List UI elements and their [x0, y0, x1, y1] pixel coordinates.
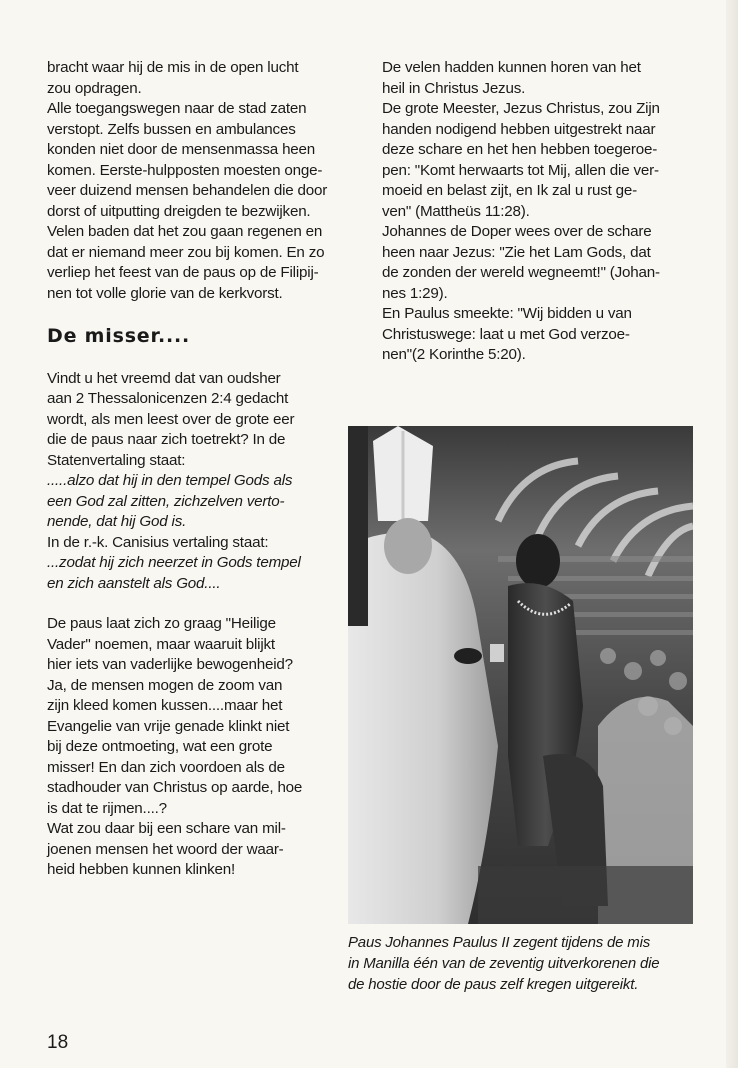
text-line: verstopt. Zelfs bussen en ambulances: [47, 120, 296, 138]
photo-caption: [348, 932, 698, 995]
text-line: Paus Johannes Paulus II zegent tijdens de mis: [348, 934, 651, 951]
text-line: en zich aanstelt als God....: [47, 574, 221, 592]
statenvertaling-quote: [47, 471, 357, 533]
text-line: nes 1:29).: [382, 284, 448, 302]
text-line: stadhouder van Christus op aarde, hoe: [47, 779, 303, 796]
text-line: Vader" noemen, maar waaruit blijkt: [47, 635, 275, 653]
text-line: hier iets van vaderlijke bewogenheid?: [47, 656, 293, 673]
text-line: in Manilla één van de zeventig uitverkorenen die: [348, 955, 660, 972]
heil-paragraph: [382, 58, 694, 99]
text-line: nen tot volle glorie van de kerkvorst.: [47, 284, 283, 302]
text-line: Statenvertaling staat:: [47, 451, 186, 469]
text-line: Velen baden dat het zou gaan regenen en: [47, 223, 323, 240]
text-line: heid hebben kunnen klinken!: [47, 861, 235, 878]
text-line: komen. Eerste-hulpposten moesten onge-: [47, 161, 323, 179]
text-line: zijn kleed komen kussen....maar het: [47, 697, 283, 714]
paragraph-gap: [47, 594, 357, 614]
text-line: moeid en belast zijt, en Ik zal u rust ge-: [382, 182, 637, 199]
section-heading: De misser....: [47, 325, 191, 347]
paus-paragraph: [47, 614, 357, 881]
johannes-paragraph: [382, 222, 694, 304]
text-line: Ja, de mensen mogen de zoom van: [47, 676, 283, 694]
text-line: ven" (Mattheüs 11:28).: [382, 202, 530, 220]
text-line: dat er niemand meer zou bij komen. En zo: [47, 243, 325, 261]
page-number: 18: [47, 1032, 69, 1053]
text-line: de hostie door de paus zelf kregen uitgereikt.: [348, 976, 639, 993]
text-line: die de paus naar zich toetrekt? In de: [47, 431, 286, 448]
text-line: wordt, als men leest over de grote eer: [47, 410, 295, 428]
text-line: .....alzo dat hij in den tempel Gods als: [47, 472, 293, 489]
text-line: verliep het feest van de paus op de Filipij-: [47, 264, 319, 281]
left-column: [47, 58, 357, 881]
text-line: bracht waar hij de mis in de open lucht: [47, 59, 299, 76]
text-line: een God zal zitten, zichzelven verto-: [47, 492, 285, 510]
text-line: joenen mensen het woord der waar-: [47, 840, 284, 858]
text-line: zou opdragen.: [47, 79, 142, 97]
text-line: deze schare en het hen hebben toegeroe-: [382, 141, 658, 158]
text-line: Alle toegangswegen naar de stad zaten: [47, 100, 307, 117]
text-line: pen: "Komt herwaarts tot Mij, allen die ver-: [382, 161, 659, 179]
text-line: Wat zou daar bij een schare van mil-: [47, 820, 286, 837]
text-line: De grote Meester, Jezus Christus, zou Zijn: [382, 100, 660, 117]
meester-paragraph: [382, 99, 694, 222]
text-line: Johannes de Doper wees over de schare: [382, 223, 652, 240]
text-line: ...zodat hij zich neerzet in Gods tempel: [47, 554, 301, 571]
text-line: bij deze ontmoeting, wat een grote: [47, 738, 273, 755]
text-line: En Paulus smeekte: "Wij bidden u van: [382, 305, 632, 322]
paulus-paragraph: [382, 304, 694, 366]
text-line: de zonden der wereld wegneemt!" (Johan-: [382, 264, 660, 281]
text-line: veer duizend mensen behandelen die door: [47, 182, 328, 199]
right-column: [382, 58, 694, 366]
thessalonicenzen-paragraph: [47, 369, 357, 472]
text-line: Christuswege: laat u met God verzoe-: [382, 325, 630, 343]
text-line: aan 2 Thessalonicenzen 2:4 gedacht: [47, 390, 289, 407]
canisius-quote: [47, 553, 357, 594]
canisius-intro: In de r.-k. Canisius vertaling staat:: [47, 533, 269, 551]
text-line: De paus laat zich zo graag "Heilige: [47, 615, 276, 632]
text-line: Vindt u het vreemd dat van oudsher: [47, 369, 281, 387]
text-line: heil in Christus Jezus.: [382, 79, 526, 97]
text-line: nende, dat hij God is.: [47, 513, 187, 530]
text-line: is dat te rijmen....?: [47, 799, 167, 817]
text-line: heen naar Jezus: "Zie het Lam Gods, dat: [382, 243, 651, 261]
text-line: konden niet door de mensenmassa heen: [47, 141, 316, 158]
text-line: De velen hadden kunnen horen van het: [382, 59, 641, 76]
text-line: handen nodigend hebben uitgestrekt naar: [382, 120, 656, 138]
text-line: dorst of uitputting dreigden te bezwijken.: [47, 202, 311, 220]
text-line: Evangelie van vrije genade klinkt niet: [47, 717, 290, 735]
intro-paragraph: [47, 58, 357, 304]
text-line: nen"(2 Korinthe 5:20).: [382, 346, 526, 363]
pope-blessing-photo: [348, 426, 693, 924]
text-line: misser! En dan zich voordoen als de: [47, 758, 285, 776]
